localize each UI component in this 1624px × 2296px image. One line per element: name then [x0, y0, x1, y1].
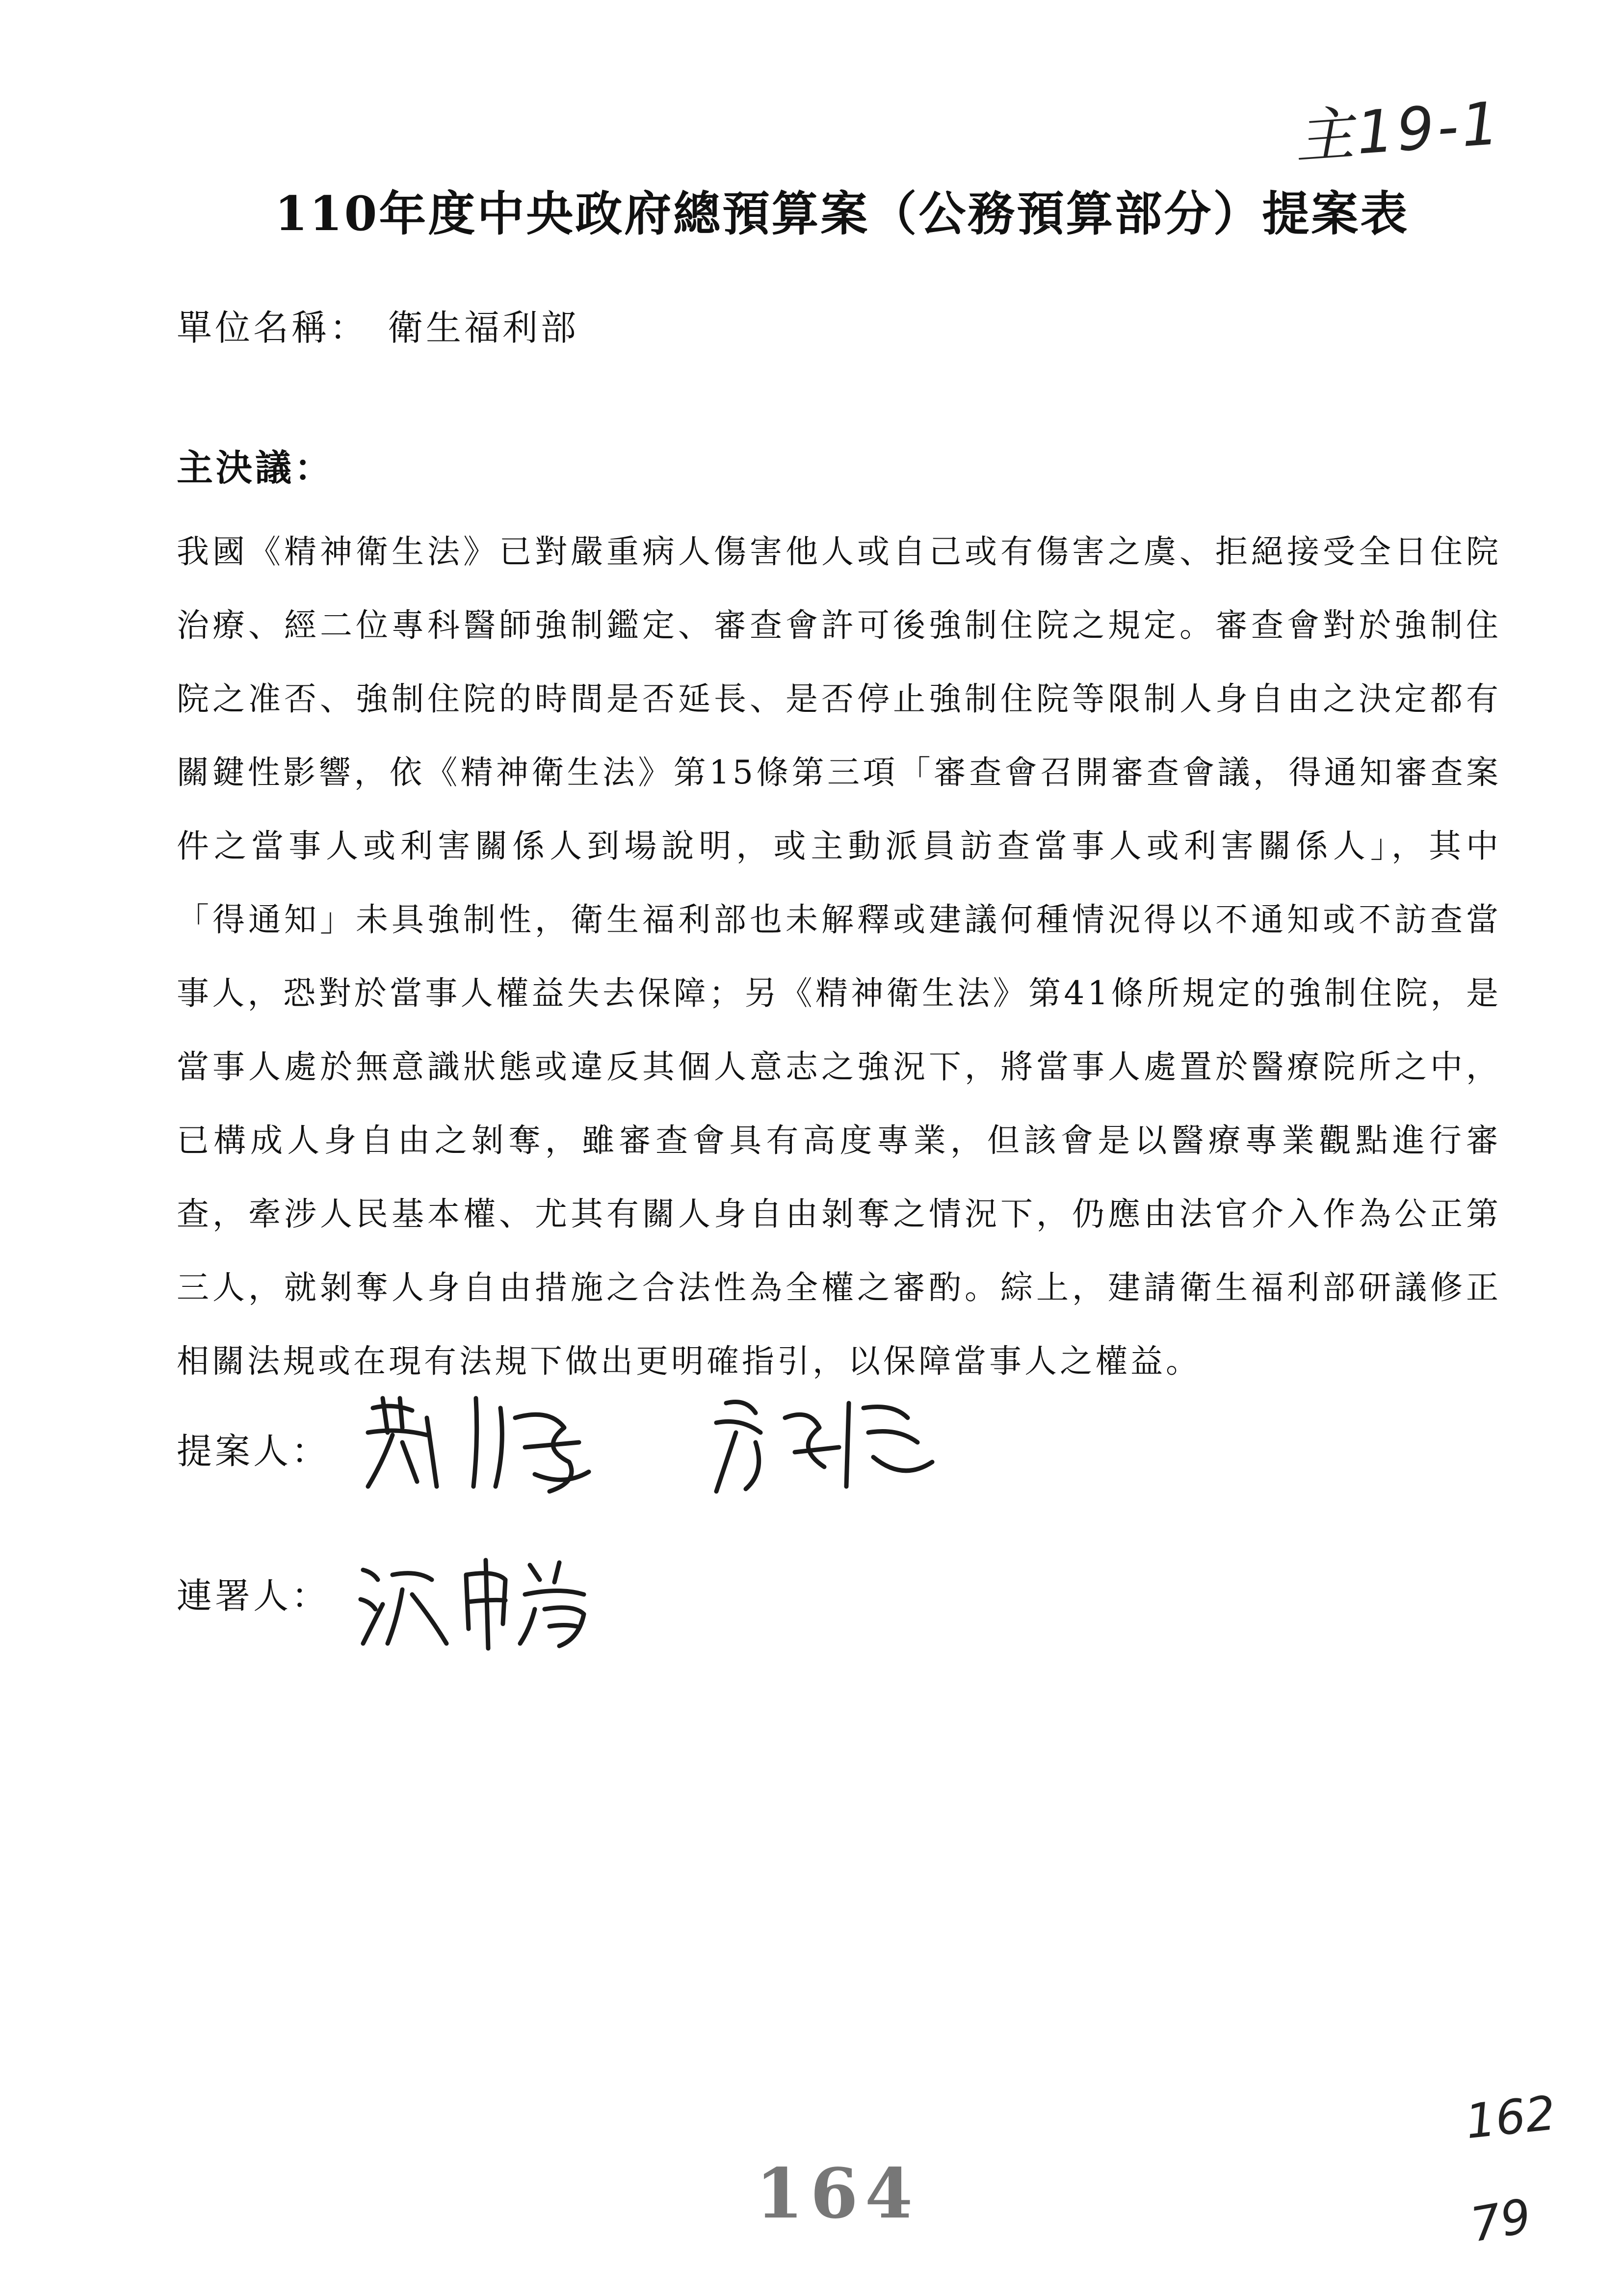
cosigner-label: 連署人： — [177, 1575, 330, 1617]
unit-row — [177, 299, 579, 350]
page-number-stamp: 164 — [756, 2154, 920, 2234]
unit-label: 單位名稱： — [177, 307, 368, 348]
resolution-body: 我國《精神衛生法》已對嚴重病人傷害他人或自己或有傷害之虞、拒絕接受全日住院治療、經二位專科醫師強制鑑定、審查會許可後強制住院之規定。審查會對於強制住院之准否、強制住院的時間是否延長、是否停止強制住院等限制人身自由之決定都有關鍵性影響，依《精神衛生法》第15條第三項「審查會召開審查會議，得通知審查案件之當事人或利害關係人到場說明，或主動派員訪查當事人或利害關係人」，其中「得通知」未具強制性，衛生福利部也未解釋或建議何種情況得以不通知或不訪查當事人，恐對於當事人權益失去保障；另《精神衛生法》第41條所規定的強制住院，是當事人處於無意識狀態或違反其個人意志之強況下，將當事人處置於醫療院所之中，已構成人身自由之剝奪，雖審查會具有高度專業，但該會是以醫療專業觀點進行審查，牽涉人民基本權、尤其有關人身自由剝奪之情況下，仍應由法官介入作為公正第三人，就剝奪人身自由措施之合法性為全權之審酌。綜上，建請衛生福利部研議修正相關法規或在現有法規下做出更明確指引，以保障當事人之權益。 — [177, 533, 1501, 1380]
proposer-label: 提案人： — [177, 1431, 330, 1472]
document-title: 110年度中央政府總預算案（公務預算部分）提案表 — [275, 186, 1410, 241]
proposer-signature — [353, 1388, 991, 1496]
resolution-heading: 主決議： — [177, 447, 334, 489]
cosigner-signature — [353, 1545, 657, 1653]
handwritten-corner-note: 主19-1 — [1292, 89, 1504, 172]
handwritten-margin-note: 162 — [1463, 2085, 1558, 2150]
unit-value: 衛生福利部 — [388, 307, 579, 348]
handwritten-margin-note: 79 — [1467, 2188, 1535, 2253]
